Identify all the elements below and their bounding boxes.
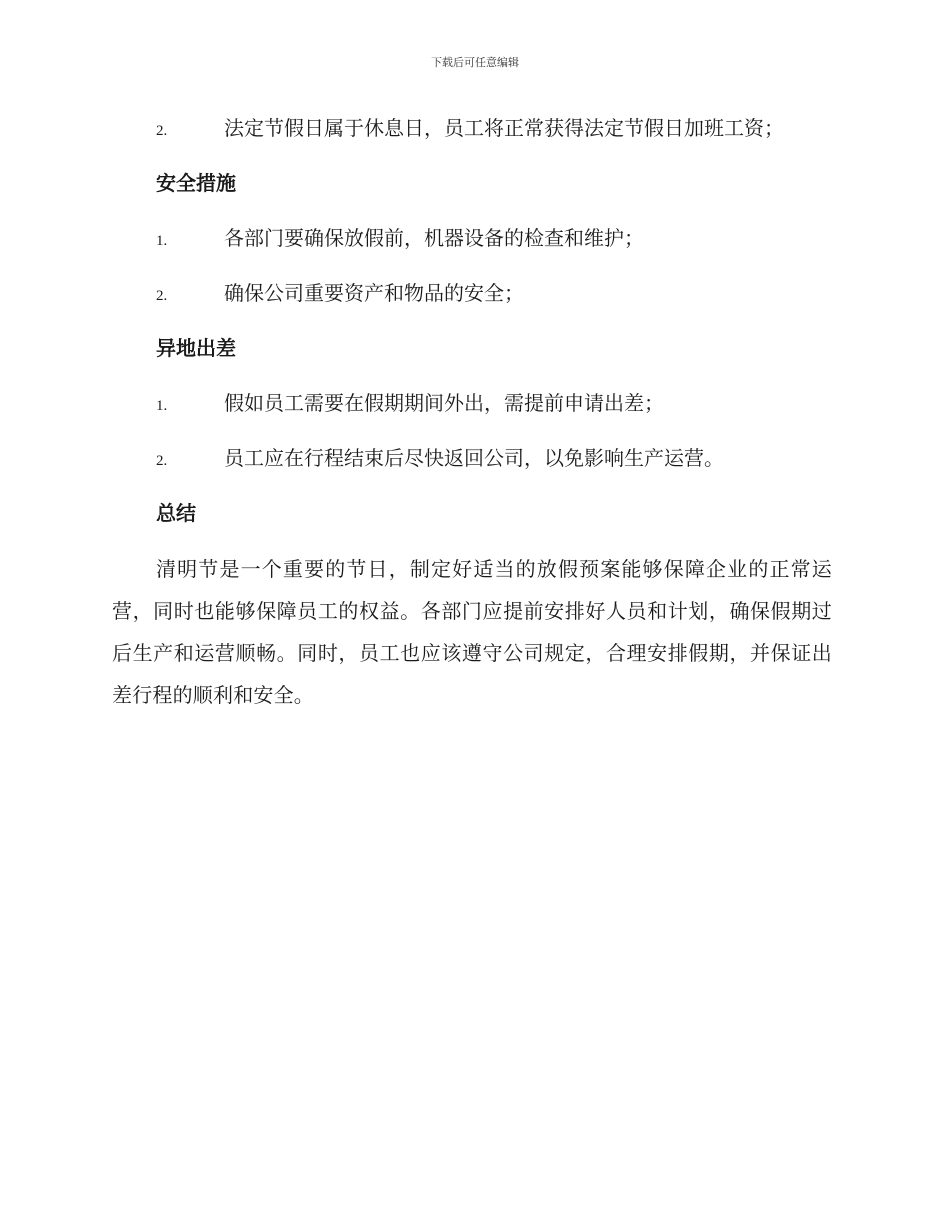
list-item bbox=[112, 273, 832, 328]
section-heading-business-trip: 异地出差 bbox=[156, 336, 236, 360]
summary-paragraph: 清明节是一个重要的节日，制定好适当的放假预案能够保障企业的正常运营，同时也能够保障员工的权益。各部门应提前安排好人员和计划，确保假期过后生产和运营顺畅。同时，员工也应该遵守公司规定，合理安排假期，并保证出差行程的顺利和安全。 bbox=[112, 557, 832, 707]
list-text: 法定节假日属于休息日，员工将正常获得法定节假日加班工资； bbox=[224, 116, 784, 140]
list-text: 各部门要确保放假前，机器设备的检查和维护； bbox=[224, 226, 644, 250]
list-item bbox=[112, 438, 832, 493]
section-heading-safety: 安全措施 bbox=[156, 171, 236, 195]
list-number: 2. bbox=[156, 453, 168, 469]
list-item bbox=[112, 108, 832, 163]
list-number: 1. bbox=[156, 398, 168, 414]
list-number: 2. bbox=[156, 123, 168, 139]
list-item bbox=[112, 218, 832, 273]
list-text: 员工应在行程结束后尽快返回公司，以免影响生产运营。 bbox=[224, 446, 724, 470]
list-item bbox=[112, 383, 832, 438]
header-note: 下载后可任意编辑 bbox=[431, 56, 519, 69]
list-text: 确保公司重要资产和物品的安全； bbox=[224, 281, 524, 305]
list-text: 假如员工需要在假期期间外出，需提前申请出差； bbox=[224, 391, 664, 415]
list-number: 2. bbox=[156, 288, 168, 304]
list-number: 1. bbox=[156, 233, 168, 249]
document-body bbox=[112, 108, 832, 716]
section-heading-summary: 总结 bbox=[156, 501, 196, 525]
